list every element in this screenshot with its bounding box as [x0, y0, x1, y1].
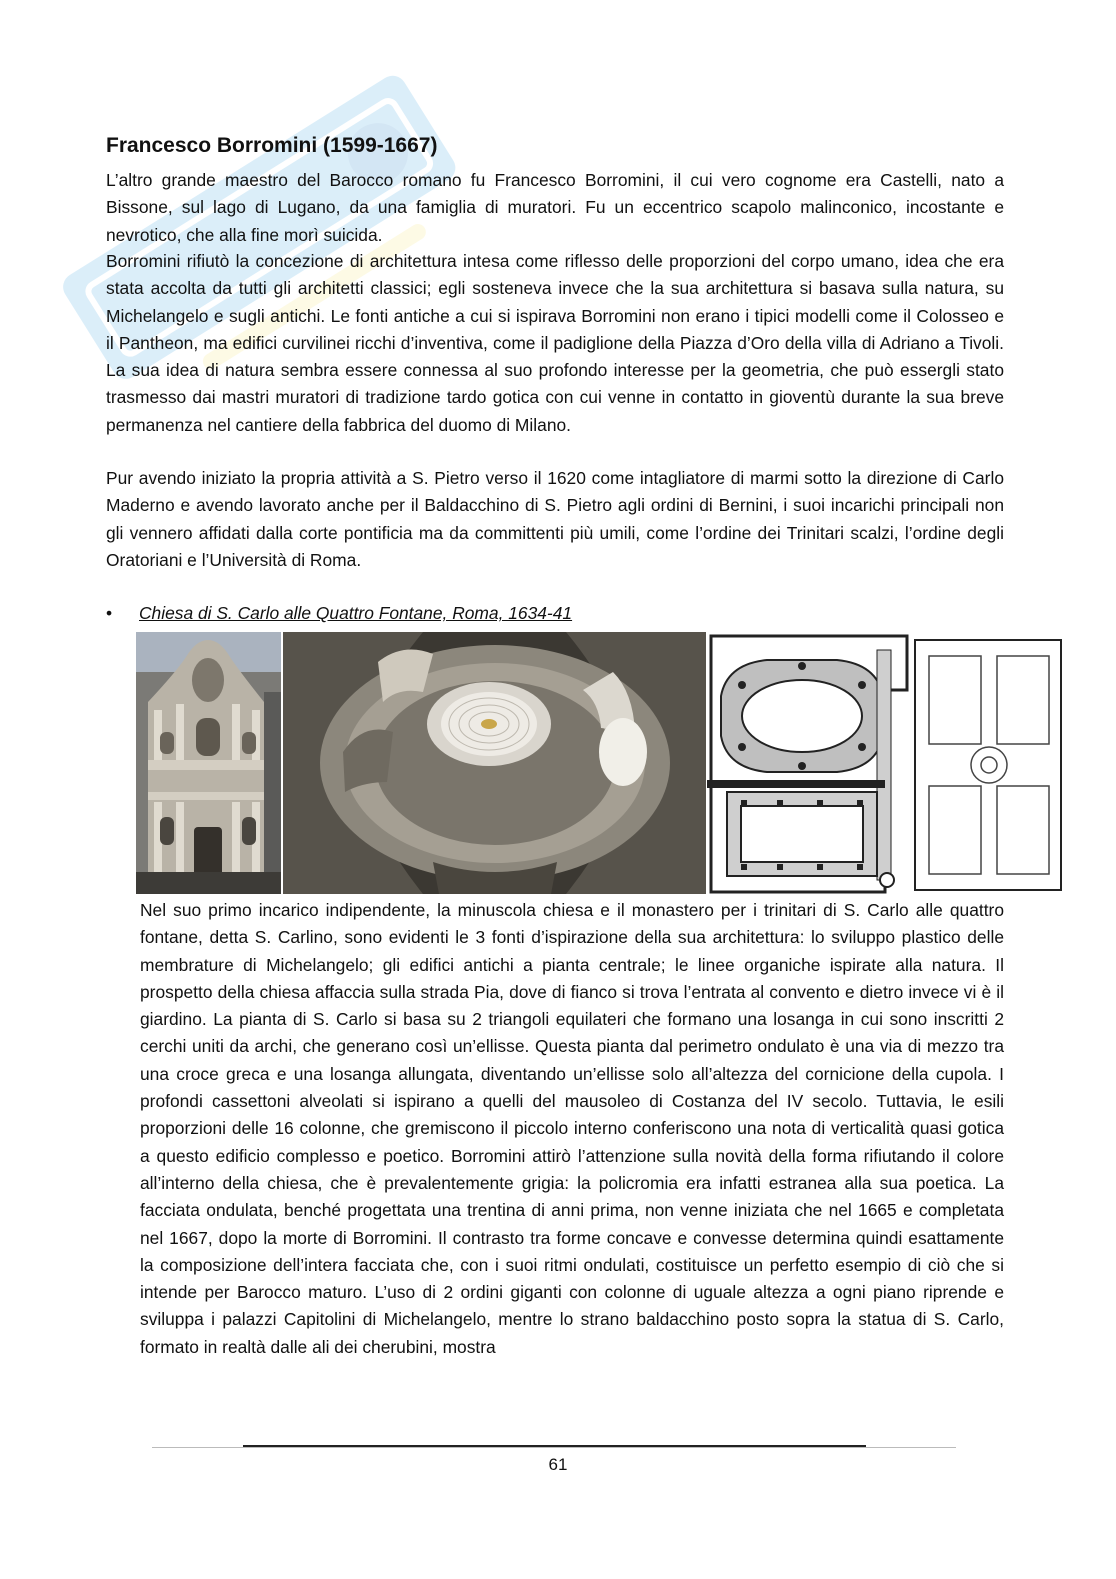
bullet-icon: • — [106, 603, 113, 623]
facade-photo — [136, 632, 281, 894]
footer-rule — [152, 1447, 956, 1448]
footer-rule-accent — [243, 1445, 866, 1447]
paragraph-career: Pur avendo iniziato la propria attività a S. Pietro verso il 1620 come intagliatore di marmi sotto la direzione di Carlo Maderno e avendo lavorato anche per il Baldacchino di S. Pietro agli ordini di Bernini, i suoi incarichi principali non gli vennero affidati dalla corte pontificia ma da committenti più umili, come l’ordine dei Trinitari scalzi, l’ordine degli Oratoriani e l’Università di Roma. — [106, 468, 1004, 570]
floor-plan-drawing — [707, 630, 1066, 894]
page-title: Francesco Borromini (1599-1667) — [106, 134, 438, 157]
paragraph-intro: L’altro grande maestro del Barocco romano fu Francesco Borromini, il cui vero cognome era Castelli, nato a Bissone, sul lago di Lugano, da una famiglia di muratori. Fu un eccentrico scapolo malinconico, incostante e nevrotico, che alla fine morì suicida. — [106, 170, 1004, 245]
paragraph-concept: Borromini rifiutò la concezione di architettura intesa come riflesso delle proporzioni del corpo umano, idea che era stata accolta da tutti gli architetti classici; egli sosteneva invece che la sua architettura si basava sulla natura, su Michelangelo e sugli antichi. Le fonti antiche a cui si ispirava Borromini non erano i tipici modelli come il Colosseo e il Pantheon, ma edifici curvilinei ricchi d’inventiva, come il padiglione della Piazza d’Oro della villa di Adriano a Tivoli. La sua idea di natura sembra essere connessa al suo profondo interesse per la geometria, che può essergli stato trasmesso dai mastri muratori di tradizione tardo gotica con cui venne in contatto in gioventù durante la sua breve permanenza nel cantiere della fabbrica del duomo di Milano. — [106, 251, 1004, 435]
paragraph-san-carlo: Nel suo primo incarico indipendente, la minuscola chiesa e il monastero per i trinitari di S. Carlo alle quattro fontane, detta S. Carlino, sono evidenti le 3 fonti d’ispirazione della sua architettura: lo sviluppo plastico delle membrature di Michelangelo; gli edifici antichi a pianta centrale; le linee organiche ispirate alla natura. Il prospetto della chiesa affaccia sulla strada Pia, dove di fianco si trova l’entrata al convento e dietro invece vi è il giardino. La pianta di S. Carlo si basa su 2 triangoli equilateri che formano una losanga in cui sono inscritti 2 cerchi uniti da archi, che generano così un’ellisse. Questa pianta dal perimetro ondulato è una via di mezzo tra una croce greca e una losanga allungata, diventando un’ellisse solo all’altezza del cornicione della cupola. I profondi cassettoni alveolati si ispirano a quelli del mausoleo di Costanza del IV secolo. Tuttavia, le esili proporzioni delle 16 colonne, che gremiscono il piccolo interno conferiscono una nota di verticalità quasi gotica a questo edificio complesso e poetico. Borromini attirò l’attenzione sulla novità della forma rifiutando il colore all’interno della chiesa, che è prevalentemente grigia: la policromia era infatti estranea alla sua poetica. La facciata ondulata, benché progettata una trentina di anni prima, non venne iniziata che nel 1665 e completata nel 1667, dopo la morte di Borromini. Il contrasto tra forme concave e convesse determina quindi esattamente la composizione dell’intera facciata che, con i suoi ritmi ondulati, costituisce un perfetto esempio di ciò che si intende per Barocco maturo. L’uso di 2 ordini giganti con colonne di uguale altezza a ogni piano riprende e sviluppa i palazzi Capitolini di Michelangelo, mentre lo strano baldacchino posto sopra la statua di S. Carlo, formato in realtà dalle ali dei cherubini, mostra — [140, 900, 1004, 1357]
page-number: 61 — [548, 1455, 568, 1474]
bullet-heading-link[interactable]: Chiesa di S. Carlo alle Quattro Fontane, Roma, 1634-41 — [139, 603, 573, 623]
dome-interior-photo — [283, 632, 706, 894]
